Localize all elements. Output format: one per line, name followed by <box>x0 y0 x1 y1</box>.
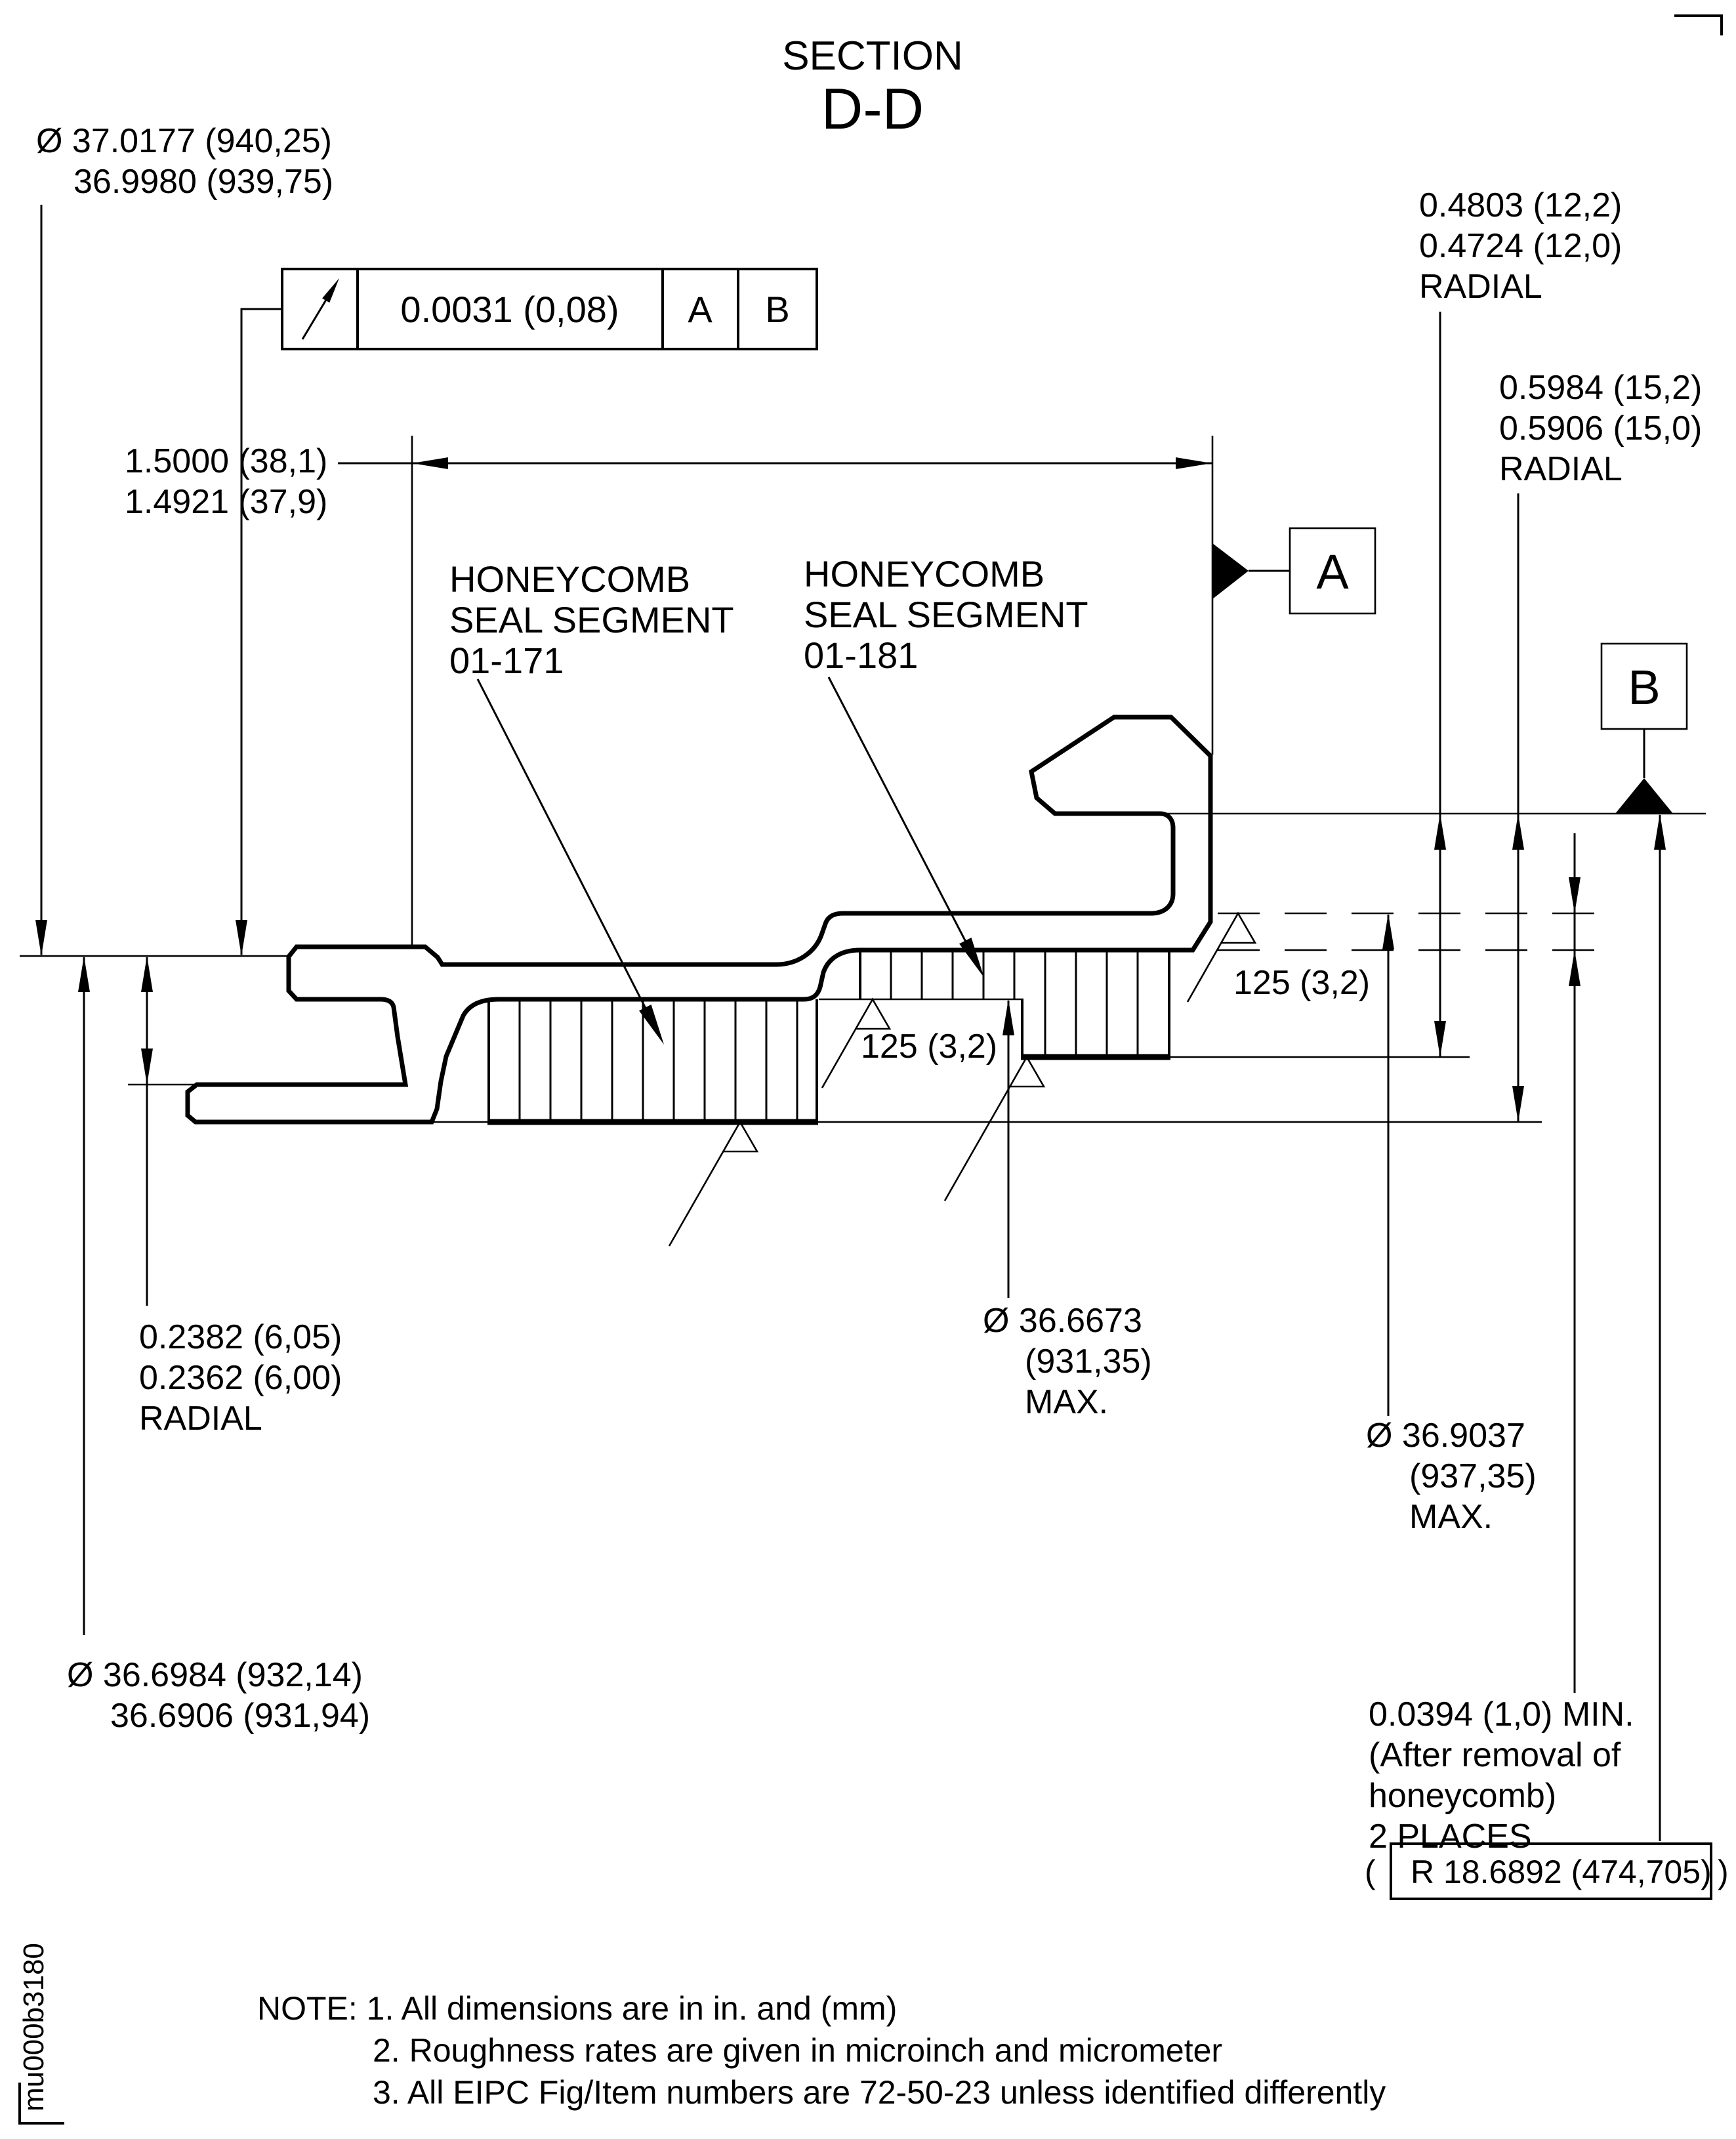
dim-radial15-3: RADIAL <box>1499 450 1622 488</box>
dim-radial6-3: RADIAL <box>139 1400 262 1438</box>
dim-minwall-4: 2 PLACES <box>1369 1817 1532 1856</box>
datum-a-label: A <box>1316 545 1349 599</box>
dim-id931-3: MAX. <box>1025 1383 1109 1421</box>
dim-minwall-3: honeycomb) <box>1369 1777 1557 1815</box>
dim-id931-2: (931,35) <box>1025 1342 1152 1381</box>
dim-radial12-2: 0.4724 (12,0) <box>1419 227 1622 265</box>
datum-b-triangle-icon <box>1615 778 1673 814</box>
dim-minwall-2: (After removal of <box>1369 1736 1621 1774</box>
label-181-1: HONEYCOMB <box>804 553 1045 594</box>
dim-width-2: 1.4921 (37,9) <box>125 483 328 521</box>
dimension-texts <box>36 122 1702 1856</box>
honeycomb-labels <box>449 553 1088 681</box>
roughness-icon-4 <box>669 1122 757 1246</box>
radius-ref-close: ) <box>1718 1854 1729 1890</box>
radius-ref-open: ( <box>1365 1854 1376 1890</box>
dim-radial6-1: 0.2382 (6,05) <box>139 1318 342 1356</box>
drawing-title <box>782 33 963 141</box>
fcf-datum-b: B <box>765 289 790 330</box>
label-171-2: SEAL SEGMENT <box>449 599 734 640</box>
roughness-icon-3 <box>945 1057 1044 1201</box>
dim-od-outer-1: Ø 37.0177 (940,25) <box>36 122 332 160</box>
corner-mark-top-right-icon <box>1674 16 1722 35</box>
circular-runout-icon <box>302 276 343 339</box>
dim-radial15-2: 0.5906 (15,0) <box>1499 409 1703 447</box>
dim-radial15-1: 0.5984 (15,2) <box>1499 369 1703 407</box>
note-line-2: 2. Roughness rates are given in microinch and micrometer <box>373 2032 1223 2069</box>
datum-b-label: B <box>1628 660 1661 715</box>
fcf-tolerance: 0.0031 (0,08) <box>400 289 619 330</box>
notes-block <box>257 1990 1386 2111</box>
dim-id931-1: Ø 36.6673 <box>983 1302 1142 1340</box>
datum-b-symbol <box>1602 644 1687 814</box>
label-leaders <box>478 677 990 1048</box>
note-line-1: NOTE: 1. All dimensions are in in. and (mm) <box>257 1990 898 2027</box>
dim-id937-1: Ø 36.9037 <box>1366 1417 1525 1455</box>
dim-radial12-1: 0.4803 (12,2) <box>1419 186 1622 224</box>
section-id: D-D <box>821 76 924 141</box>
dim-radial12-3: RADIAL <box>1419 268 1542 306</box>
dim-width-1: 1.5000 (38,1) <box>125 442 328 480</box>
dim-id932-2: 36.6906 (931,94) <box>110 1697 371 1735</box>
extension-lines <box>20 436 1706 1122</box>
section-label: SECTION <box>782 33 963 79</box>
dim-id937-3: MAX. <box>1409 1498 1493 1536</box>
dim-id937-2: (937,35) <box>1409 1457 1537 1495</box>
roughness-value-a: 125 (3,2) <box>861 1028 998 1066</box>
dim-minwall-1: 0.0394 (1,0) MIN. <box>1369 1695 1634 1734</box>
label-181-2: SEAL SEGMENT <box>804 594 1088 635</box>
note-line-3: 3. All EIPC Fig/Item numbers are 72-50-23 unless identified differently <box>373 2074 1386 2111</box>
label-171-1: HONEYCOMB <box>449 558 691 600</box>
seal-carrier-cross-section <box>188 717 1210 1122</box>
roughness-value-b: 125 (3,2) <box>1233 964 1371 1002</box>
label-171-3: 01-171 <box>449 640 564 681</box>
honeycomb-cells-171 <box>520 999 797 1122</box>
feature-control-frame <box>282 269 817 349</box>
dim-radial6-2: 0.2362 (6,00) <box>139 1359 342 1397</box>
fcf-datum-a: A <box>688 289 713 330</box>
datum-a-triangle-icon <box>1212 543 1249 599</box>
doc-id: mu000b3180 <box>18 1943 50 2111</box>
datum-a-symbol <box>1212 528 1375 613</box>
dim-id932-1: Ø 36.6984 (932,14) <box>67 1656 363 1694</box>
carrier-outline <box>188 717 1210 1122</box>
dim-od-outer-2: 36.9980 (939,75) <box>73 163 334 201</box>
radius-ref-value: R 18.6892 (474,705) <box>1411 1854 1712 1890</box>
label-181-3: 01-181 <box>804 634 919 676</box>
